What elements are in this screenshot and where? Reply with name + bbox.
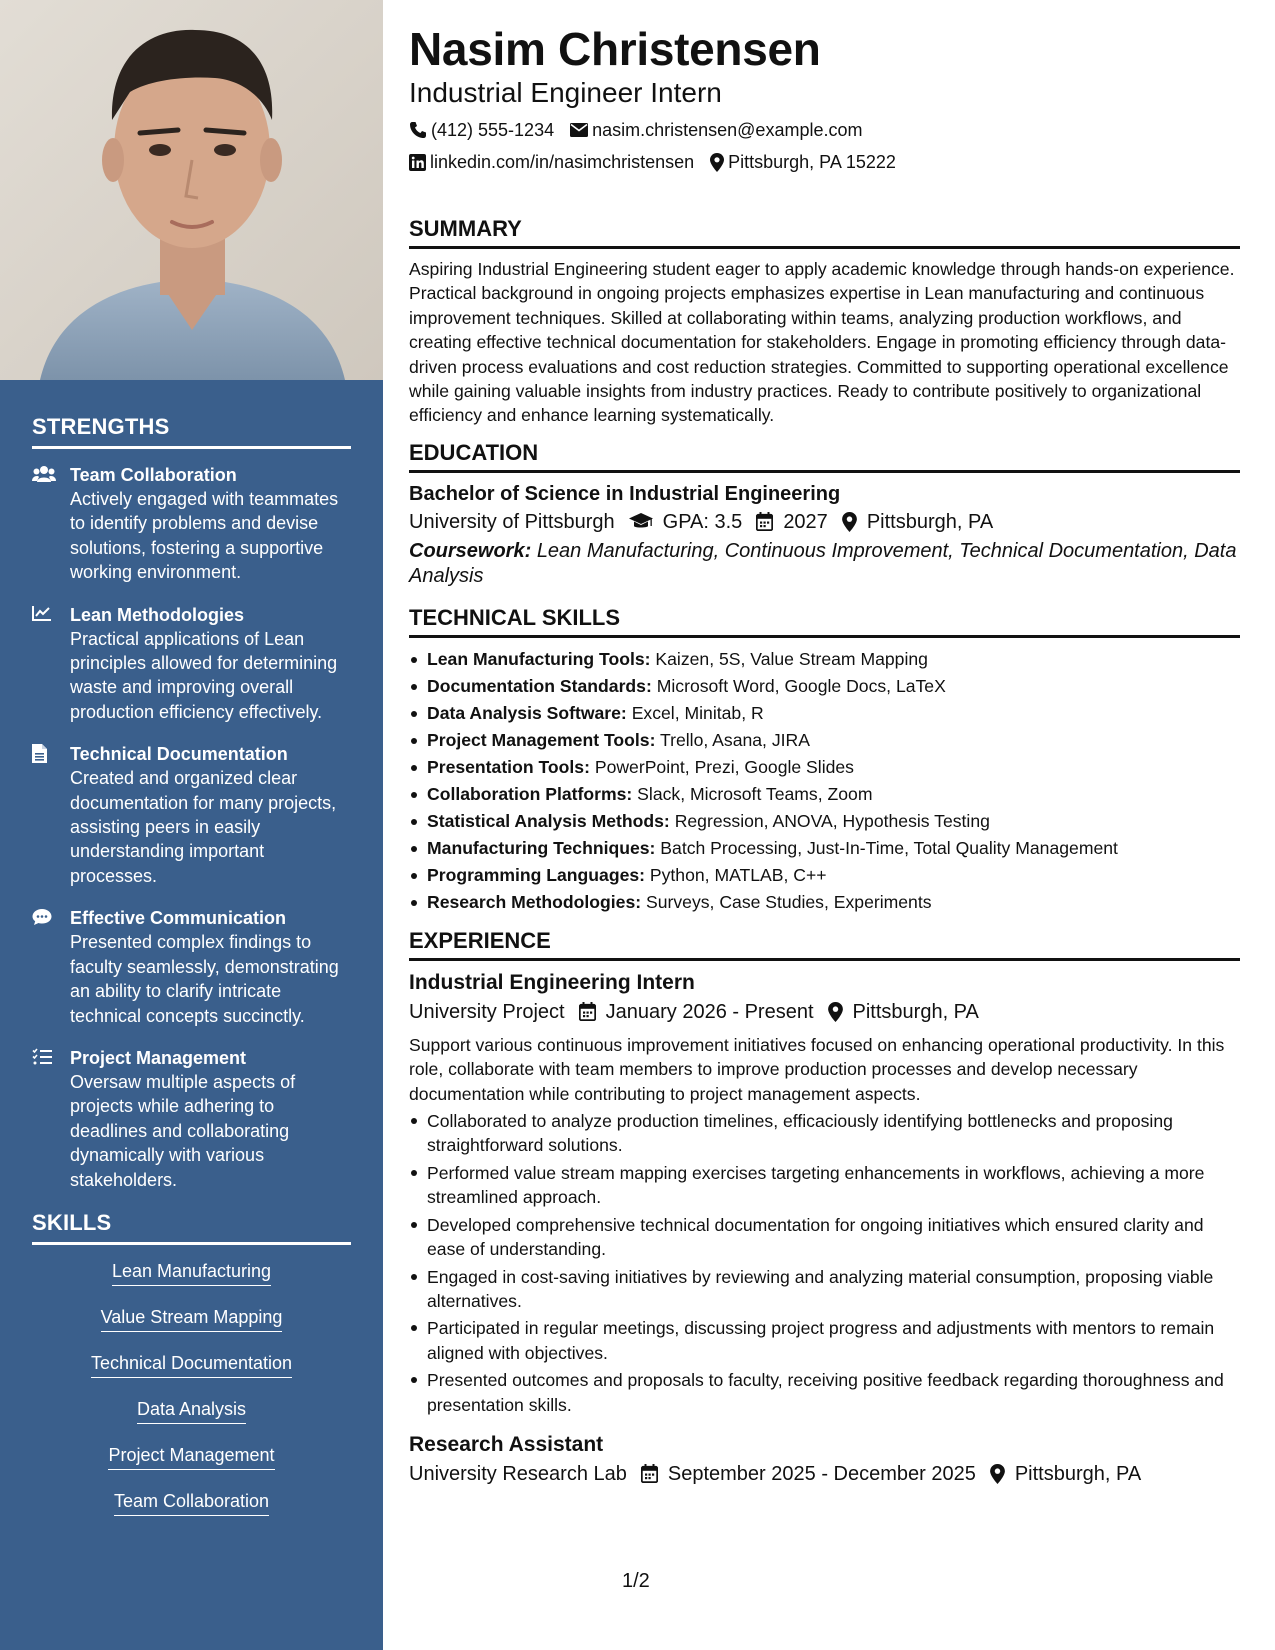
job-entry (409, 1431, 1240, 1489)
list-item (409, 835, 1240, 862)
list-item (409, 862, 1240, 889)
skill-values: Slack, Microsoft Teams, Zoom (637, 783, 873, 804)
strength-desc: Presented complex findings to faculty seamlessly, demonstrating an ability to clarify intricate technical concepts succinctly. (70, 932, 339, 1026)
technical-skills-list (409, 646, 1240, 916)
strength-item (32, 463, 351, 585)
job-org: University Research Lab (409, 1462, 627, 1485)
skill-tag: Team Collaboration (114, 1489, 269, 1516)
skill-values: Regression, ANOVA, Hypothesis Testing (674, 810, 990, 831)
list-item (409, 646, 1240, 673)
map-pin-icon (842, 512, 867, 532)
speech-bubble-icon (32, 906, 70, 1028)
calendar-icon (756, 512, 783, 531)
contact-row (409, 118, 1240, 142)
skill-tag: Project Management (108, 1443, 274, 1470)
technical-skills-heading: TECHNICAL SKILLS (409, 605, 1240, 638)
strength-title: Technical Documentation (70, 744, 288, 765)
skill-category: Documentation Standards: (427, 675, 652, 696)
strength-desc: Practical applications of Lean principles allowed for determining waste and improving overall production efficiency effectively. (70, 628, 338, 722)
envelope-icon (570, 123, 592, 137)
page-number: 1/2 (622, 1570, 650, 1592)
year-item (756, 507, 828, 537)
strength-item (32, 603, 351, 725)
strength-title: Lean Methodologies (70, 604, 245, 625)
strength-desc: Oversaw multiple aspects of projects while adhering to deadlines and collaborating dynamically with various stakeholders. (70, 1071, 296, 1190)
skill-values: Excel, Minitab, R (631, 702, 764, 723)
job-meta (409, 997, 1240, 1027)
education-heading: EDUCATION (409, 440, 1240, 473)
list-item: Performed value stream mapping exercises targeting enhancements in workflows, achieving a more streamlined approach. (409, 1161, 1240, 1210)
sidebar (0, 0, 383, 1650)
job-dates: January 2026 - Present (605, 1000, 814, 1023)
map-pin-icon (828, 1002, 853, 1022)
list-item (409, 781, 1240, 808)
map-pin-icon (990, 1464, 1015, 1484)
skill-values: Surveys, Case Studies, Experiments (646, 891, 932, 912)
skill-tag: Data Analysis (137, 1397, 246, 1424)
list-item: Engaged in cost-saving initiatives by reviewing and analyzing material consumption, proposing viable alternatives. (409, 1265, 1240, 1314)
phone-text: (412) 555-1234 (431, 120, 555, 140)
calendar-icon (579, 1002, 606, 1021)
skill-tag: Value Stream Mapping (101, 1305, 283, 1332)
list-item: Collaborated to analyze production timelines, efficaciously identifying bottlenecks and proposing straightforward solutions. (409, 1109, 1240, 1158)
summary-text: Aspiring Industrial Engineering student eager to apply academic knowledge through hands-on experience. Practical background in ongoing projects emphasizes expertise in Lean manufacturing and continuous improvement techniques. Skilled at collaborating within teams, analyzing production workflows, and creating effective technical documentation for stakeholders. Engage in promoting efficiency through data-driven process evaluations and cost reduction strategies. Committed to supporting operational excellence while gaining valuable insights from industry practices. Ready to contribute positively to organizational efficiency and enhance learning systematically. (409, 259, 1235, 426)
phone-contact[interactable] (409, 118, 554, 142)
strength-title: Effective Communication (70, 908, 287, 929)
users-icon (32, 463, 70, 585)
degree-title: Bachelor of Science in Industrial Engineering (409, 482, 841, 505)
list-item (409, 754, 1240, 781)
experience-section (409, 928, 1240, 1489)
strength-title: Project Management (70, 1047, 247, 1068)
job-location-item (990, 1459, 1141, 1489)
skill-category: Statistical Analysis Methods: (427, 810, 670, 831)
edu-location-text: Pittsburgh, PA (866, 510, 994, 533)
strength-desc: Actively engaged with teammates to identify problems and devise solutions, fostering a supportive working environment. (70, 489, 339, 583)
list-item (409, 727, 1240, 754)
graduation-cap-icon (629, 513, 663, 530)
skills-heading: SKILLS (32, 1210, 351, 1245)
skill-tag: Technical Documentation (91, 1351, 292, 1378)
linkedin-contact[interactable] (409, 150, 694, 174)
experience-heading: EXPERIENCE (409, 928, 1240, 961)
strength-item (32, 906, 351, 1028)
skill-category: Lean Manufacturing Tools: (427, 648, 651, 669)
coursework (409, 539, 1240, 589)
skill-tag: Lean Manufacturing (112, 1259, 271, 1286)
strength-desc: Created and organized clear documentation for many projects, assisting peers in easily understanding important processes. (70, 768, 337, 886)
job-dates-item (641, 1459, 976, 1489)
skill-list (32, 1259, 351, 1535)
technical-skills-section (409, 605, 1240, 916)
education-section (409, 440, 1240, 589)
job-bullets (409, 1109, 1240, 1417)
coursework-label: Coursework: (409, 539, 532, 562)
skill-values: Trello, Asana, JIRA (660, 729, 810, 750)
job-dates-item (579, 997, 814, 1027)
email-text: nasim.christensen@example.com (592, 120, 863, 140)
skill-category: Collaboration Platforms: (427, 783, 633, 804)
skill-values: Batch Processing, Just-In-Time, Total Quality Management (660, 837, 1118, 858)
contact-row (409, 150, 1240, 174)
phone-icon (409, 121, 431, 139)
main-content (409, 0, 1240, 1489)
task-list-icon (32, 1046, 70, 1192)
document-icon (32, 742, 70, 888)
strength-title: Team Collaboration (70, 465, 237, 485)
candidate-title: Industrial Engineer Intern (409, 77, 722, 108)
skill-category: Programming Languages: (427, 864, 645, 885)
strength-item (32, 1046, 351, 1192)
location-contact (710, 150, 896, 174)
job-title: Research Assistant (409, 1432, 604, 1456)
skill-values: Python, MATLAB, C++ (649, 864, 827, 885)
summary-section (409, 216, 1240, 428)
gpa-text: GPA: 3.5 (662, 510, 743, 533)
job-location: Pittsburgh, PA (852, 1000, 979, 1023)
education-meta (409, 507, 1240, 537)
skill-category: Data Analysis Software: (427, 702, 627, 723)
list-item (409, 700, 1240, 727)
calendar-icon (641, 1464, 668, 1483)
chart-line-icon (32, 603, 70, 725)
skill-values: Kaizen, 5S, Value Stream Mapping (655, 648, 928, 669)
job-title: Industrial Engineering Intern (409, 970, 695, 994)
skill-category: Presentation Tools: (427, 756, 590, 777)
strength-item (32, 742, 351, 888)
linkedin-text: linkedin.com/in/nasimchristensen (430, 152, 695, 172)
summary-heading: SUMMARY (409, 216, 1240, 249)
job-description: Support various continuous improvement initiatives focused on enhancing operational productivity. In this role, collaborate with team members to improve production processes and develop necessary documentation while contributing to project management aspects. (409, 1034, 1225, 1104)
job-entry (409, 969, 1240, 1417)
map-pin-icon (710, 153, 728, 172)
job-org: University Project (409, 1000, 565, 1023)
gpa-item (629, 507, 743, 537)
skill-values: Microsoft Word, Google Docs, LaTeX (656, 675, 946, 696)
job-meta (409, 1459, 1240, 1489)
location-text: Pittsburgh, PA 15222 (728, 152, 896, 172)
skill-category: Research Methodologies: (427, 891, 642, 912)
strengths-heading: STRENGTHS (32, 414, 351, 449)
linkedin-icon (409, 154, 430, 171)
list-item (409, 673, 1240, 700)
school-name: University of Pittsburgh (409, 510, 615, 533)
list-item: Presented outcomes and proposals to faculty, receiving positive feedback regarding thoroughness and presentation skills. (409, 1368, 1240, 1417)
year-text: 2027 (783, 510, 828, 533)
skill-category: Project Management Tools: (427, 729, 656, 750)
job-location: Pittsburgh, PA (1014, 1462, 1142, 1485)
candidate-name: Nasim Christensen (409, 23, 821, 75)
list-item (409, 808, 1240, 835)
job-location-item (828, 997, 979, 1027)
skill-category: Manufacturing Techniques: (427, 837, 656, 858)
list-item (409, 889, 1240, 916)
edu-location-item (842, 507, 993, 537)
email-contact[interactable] (570, 118, 862, 142)
job-dates: September 2025 - December 2025 (667, 1462, 976, 1485)
skill-values: PowerPoint, Prezi, Google Slides (594, 756, 854, 777)
list-item: Developed comprehensive technical documentation for ongoing initiatives which ensured clarity and ease of understanding. (409, 1213, 1240, 1262)
coursework-text: Lean Manufacturing, Continuous Improvement, Technical Documentation, Data Analysis (409, 539, 1237, 587)
list-item: Participated in regular meetings, discussing project progress and adjustments with mentors to remain aligned with objectives. (409, 1316, 1240, 1365)
profile-photo (0, 0, 383, 380)
